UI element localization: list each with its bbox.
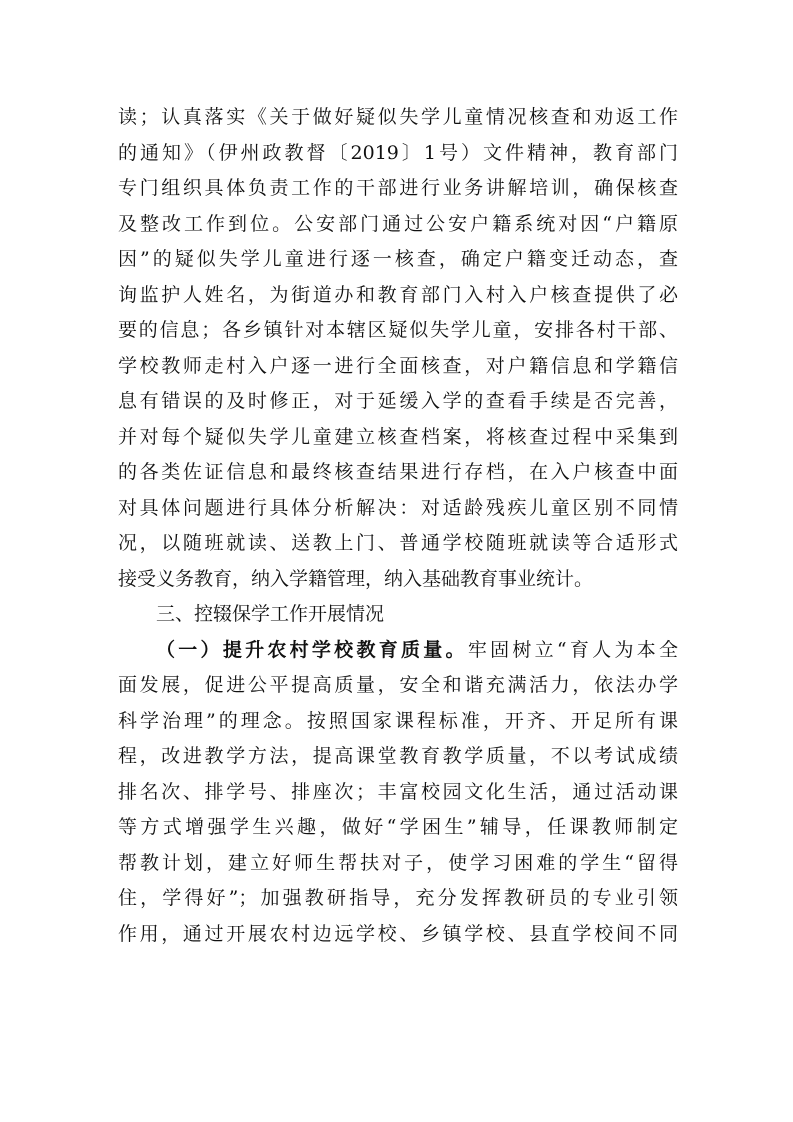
paragraph-line: 对具体问题进行具体分析解决：对适龄残疾儿童区别不同情	[118, 496, 678, 519]
section-heading: 三、控辍保学工作开展情况	[156, 603, 385, 625]
document-body	[118, 100, 678, 952]
paragraph-line: 息有错误的及时修正，对于延缓入学的查看手续是否完善，	[118, 390, 678, 412]
paragraph-line: 科学治理”的理念。按照国家课程标准，开齐、开足所有课	[118, 709, 678, 732]
paragraph-line: 读；认真落实《关于做好疑似失学儿童情况核查和劝返工作	[118, 106, 678, 128]
paragraph-line: 学校教师走村入户逐一进行全面核查，对户籍信息和学籍信	[118, 354, 678, 377]
paragraph-line: 等方式增强学生兴趣，做好“学困生”辅导，任课教师制定	[118, 816, 678, 838]
paragraph-line: 面发展，促进公平提高质量，安全和谐充满活力，依法办学	[118, 674, 678, 696]
paragraph-line: 接受义务教育，纳入学籍管理，纳入基础教育事业统计。	[118, 567, 594, 590]
paragraph-line: 况，以随班就读、送教上门、普通学校随班就读等合适形式	[118, 532, 678, 554]
paragraph-line: 排名次、排学号、排座次；丰富校园文化生活，通过活动课	[118, 780, 678, 803]
paragraph-line: 作用，通过开展农村边远学校、乡镇学校、县直学校间不同	[118, 922, 678, 945]
paragraph-line: 并对每个疑似失学儿童建立核查档案，将核查过程中采集到	[118, 425, 678, 448]
paragraph-line: 住，学得好”；加强教研指导，充分发挥教研员的专业引领	[118, 887, 678, 909]
paragraph-line: 专门组织具体负责工作的干部进行业务讲解培训，确保核查	[118, 177, 678, 199]
subsection-text: 牢固树立“育人为本全	[467, 638, 678, 661]
paragraph-line: 询监护人姓名，为街道办和教育部门入村入户核查提供了必	[118, 283, 678, 306]
subsection-first-line	[118, 633, 678, 669]
subsection-title: （一）提升农村学校教育质量。	[156, 638, 468, 661]
paragraph-line: 要的信息；各乡镇针对本辖区疑似失学儿童，安排各村干部、	[118, 319, 678, 341]
paragraph-line: 程，改进教学方法，提高课堂教育教学质量，不以考试成绩	[118, 745, 678, 767]
paragraph-line: 帮教计划，建立好师生帮扶对子，使学习困难的学生“留得	[118, 851, 678, 874]
paragraph-line: 及整改工作到位。公安部门通过公安户籍系统对因“户籍原	[118, 212, 678, 235]
paragraph-line: 因”的疑似失学儿童进行逐一核查，确定户籍变迁动态，查	[118, 248, 678, 270]
paragraph-line: 的通知》（伊州政教督〔2019〕1号）文件精神，教育部门	[118, 141, 678, 164]
paragraph-line: 的各类佐证信息和最终核查结果进行存档，在入户核查中面	[118, 461, 678, 483]
